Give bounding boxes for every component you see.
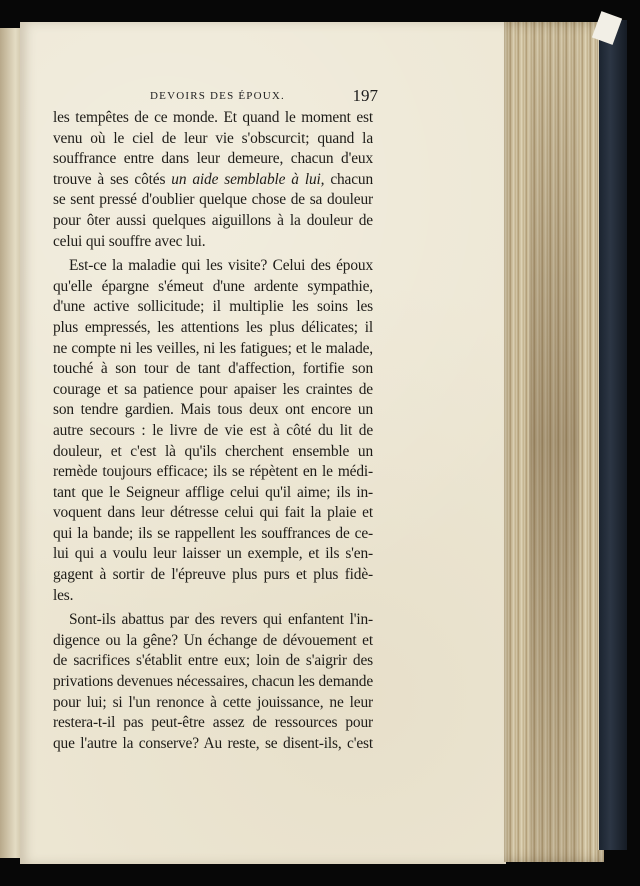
text-line: les. (53, 586, 74, 604)
page-number: 197 (352, 86, 378, 105)
text-line: d'une active sollicitude; il multiplie les soins les (53, 298, 373, 316)
text-line (53, 170, 373, 191)
text-line: pour lui; si l'un renonce à cette jouissance, ne leur (53, 693, 373, 711)
text-line: souffrance entre dans leur demeure, chacun d'eux (53, 150, 373, 168)
text-line: gagent à sortir de l'épreuve plus purs et plus fidè- (53, 566, 373, 584)
text-line: remède toujours efficace; ils se répètent en le médi- (53, 463, 373, 481)
text-line: celui qui souffre avec lui. (53, 232, 206, 250)
body-text (53, 108, 373, 754)
text-line: les tempêtes de ce monde. Et quand le moment est (53, 109, 373, 126)
text-line: restera-t-il pas peut-être assez de ressources pour (53, 714, 373, 732)
text-run: chacun (324, 170, 374, 188)
text-line: courage et sa patience pour apaiser les craintes de (53, 380, 373, 398)
page-header (150, 86, 378, 108)
text-line: ne compte ni les veilles, ni les fatigues; et le malade, (53, 339, 373, 357)
text-line: privations devenues nécessaires, chacun les demande (53, 673, 373, 691)
text-run: trouve à ses côtés (53, 170, 172, 188)
text-line: qu'elle épargne s'émeut d'une ardente sympathie, (53, 277, 373, 295)
text-line: Sont-ils abattus par des revers qui enfantent l'in- (69, 611, 373, 629)
text-line: Est-ce la maladie qui les visite? Celui des époux (69, 257, 373, 275)
text-line: lui qui a voulu leur laisser un exemple, et ils s'en- (53, 545, 373, 563)
text-line: douleur, et c'est là qu'ils cherchent ensemble un (53, 442, 373, 460)
text-line: pour ôter aussi quelques aiguillons à la douleur de (53, 211, 373, 229)
text-line: que l'autre la conserve? Au reste, se disent-ils, c'est (53, 734, 373, 752)
text-line: plus empressés, les attentions les plus délicates; il (53, 318, 373, 336)
running-title: DEVOIRS DES ÉPOUX. (150, 90, 285, 102)
text-line: venu où le ciel de leur vie s'obscurcit; quand la (53, 129, 373, 147)
text-line: qui la bande; ils se rappellent les souffrances de ce- (53, 524, 373, 542)
text-line: se sent pressé d'oublier quelque chose de sa douleur (53, 191, 373, 209)
text-line: autre secours : le livre de vie est à côté du lit de (53, 421, 373, 439)
text-line: son tendre gardien. Mais tous deux ont encore un (53, 401, 373, 419)
italic-phrase: un aide semblable à lui, (171, 170, 325, 188)
text-line: digence ou la gêne? Un échange de dévouement et (53, 631, 373, 649)
book-cover (598, 20, 627, 850)
text-line: voquent dans leur détresse celui qui fait la plaie et (53, 504, 373, 522)
page-block-edges (504, 22, 604, 862)
text-line: touché à son tour de tant d'affection, fortifie son (53, 360, 373, 378)
text-line: de sacrifices s'établit entre eux; loin de s'aigrir des (53, 652, 373, 670)
text-line: tant que le Seigneur afflige celui qu'il aime; ils in- (53, 483, 373, 501)
